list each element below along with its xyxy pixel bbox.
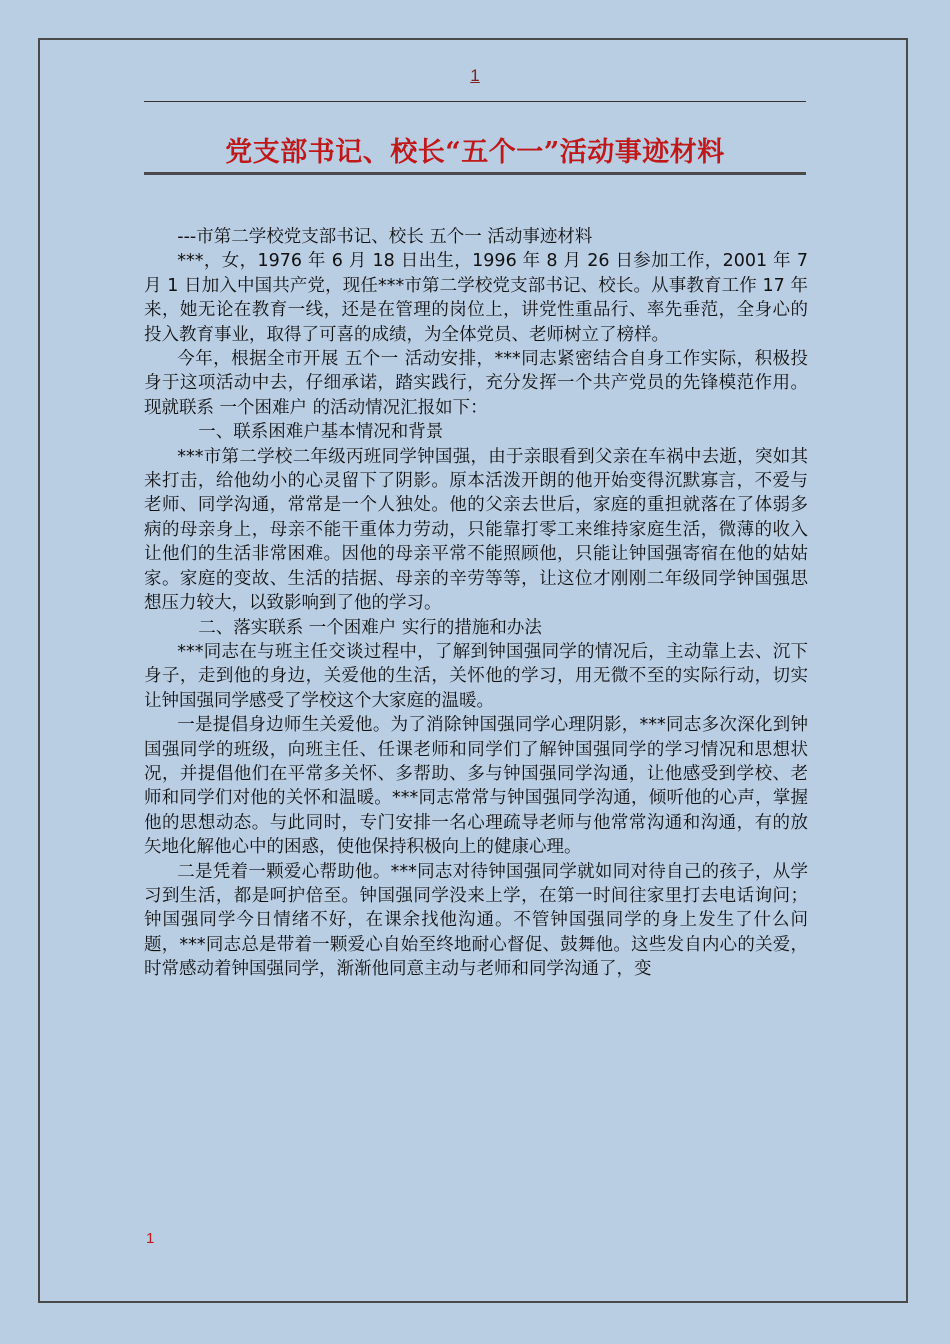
body-paragraph: 一是提倡身边师生关爱他。为了消除钟国强同学心理阴影，***同志多次深化到钟国强同学的班级，向班主任、任课老师和同学们了解钟国强同学的学习情况和思想状况，并提倡他们在平常多关怀、多帮助、多与钟国强同学沟通，让他感受到学校、老师和同学们对他的关怀和温暖。***同志常常与钟国强同学沟通，倾听他的心声，掌握他的思想动态。与此同时，专门安排一名心理疏导老师与他常常沟通和沟通，有的放矢地化解他心中的困惑，使他保持积极向上的健康心理。: [144, 715, 808, 858]
document-title: 党支部书记、校长“五个一”活动事迹材料: [225, 137, 725, 168]
header-page-number: 1: [470, 66, 480, 85]
footer-page-number: 1: [146, 1230, 155, 1247]
body-paragraph: ***同志在与班主任交谈过程中，了解到钟国强同学的情况后，主动靠上去、沉下身子，走到他的身边，关爱他的生活，关怀他的学习，用无微不至的实际行动，切实让钟国强同学感受了学校这个大家庭的温暖。: [144, 641, 808, 711]
section-heading: 二、落实联系 一个困难户 实行的措施和办法: [198, 617, 542, 638]
header-divider: [144, 101, 806, 102]
title-divider: [144, 172, 806, 175]
section-heading: 一、联系困难户基本情况和背景: [198, 422, 444, 443]
body-paragraph: ***市第二学校二年级丙班同学钟国强，由于亲眼看到父亲在车祸中去逝，突如其来打击，给他幼小的心灵留下了阴影。原本活泼开朗的他开始变得沉默寡言，不爱与老师、同学沟通，常常是一个人独处。他的父亲去世后，家庭的重担就落在了体弱多病的母亲身上，母亲不能干重体力劳动，只能靠打零工来维持家庭生活，微薄的收入让他们的生活非常困难。因他的母亲平常不能照顾他，只能让钟国强寄宿在他的姑姑家。家庭的变故、生活的拮据、母亲的辛劳等等，让这位才刚刚二年级同学钟国强思想压力较大，以致影响到了他的学习。: [144, 446, 808, 614]
body-paragraph: ***，女，1976 年 6 月 18 日出生，1996 年 8 月 26 日参加工作，2001 年 7 月 1 日加入中国共产党，现任***市第二学校党支部书记、校长。从事教育工作 17 年来，她无论在教育一线，还是在管理的岗位上，讲党性重品行、率先垂范，全身心的投入教育事业，取得了可喜的成绩，为全体党员、老师树立了榜样。: [144, 251, 814, 345]
document-body: [144, 225, 814, 982]
subtitle-paragraph: ---市第二学校党支部书记、校长 五个一 活动事迹材料: [177, 227, 593, 247]
body-paragraph: 今年，根据全市开展 五个一 活动安排，***同志紧密结合自身工作实际，积极投身于这项活动中去，仔细承诺，踏实践行，充分发挥一个共产党员的先锋模范作用。现就联系 一个困难户 的活动情况汇报如下：: [144, 349, 808, 418]
body-paragraph: 二是凭着一颗爱心帮助他。***同志对待钟国强同学就如同对待自己的孩子，从学习到生活，都是呵护倍至。钟国强同学没来上学，在第一时间往家里打去电话询问；钟国强同学今日情绪不好，在课余找他沟通。不管钟国强同学的身上发生了什么问题，***同志总是带着一颗爱心自始至终地耐心督促、鼓舞他。这些发自内心的关爱，时常感动着钟国强同学，渐渐他同意主动与老师和同学沟通了，变: [144, 861, 808, 980]
